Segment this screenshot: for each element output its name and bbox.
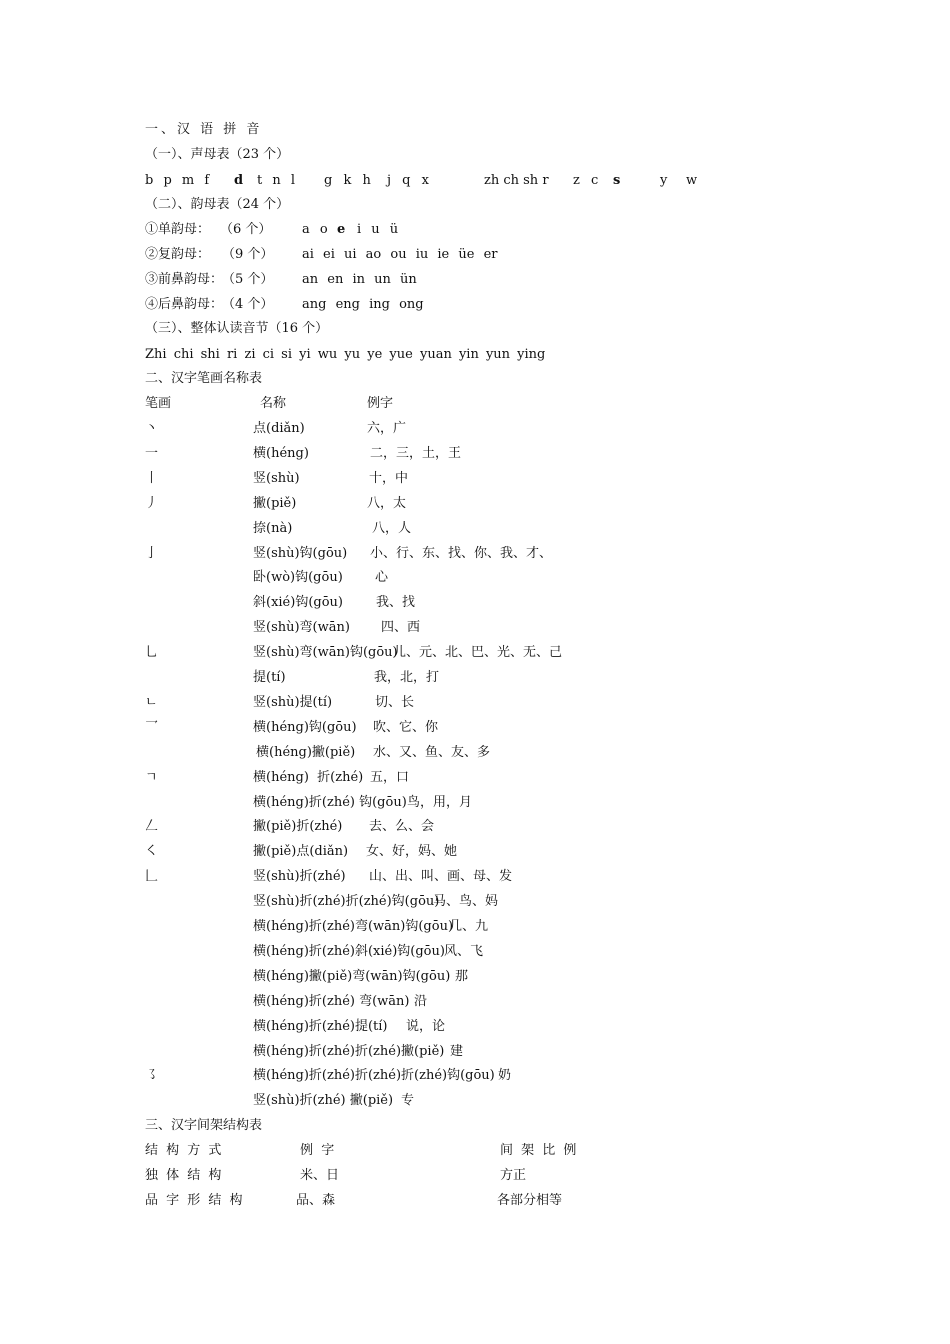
stroke-example: 说，论 — [406, 1019, 446, 1034]
section-title-bihua: 二、汉字笔画名称表 — [145, 371, 263, 386]
stroke-name: 横(héng)折(zhé)折(zhé)折(zhé)钩(gōu) — [253, 1068, 495, 1083]
stroke-glyph: ㄴ — [145, 695, 158, 710]
jiegou-ratio: 方正 — [500, 1168, 527, 1183]
yunmu-items: ang eng ing ong — [302, 297, 424, 312]
stroke-example: 切、长 — [375, 695, 415, 710]
stroke-name: 撇(piě)折(zhé) — [253, 819, 343, 834]
stroke-example: 我，北，打 — [374, 670, 440, 685]
yunmu-label: ④后鼻韵母： — [145, 297, 224, 312]
stroke-name: 横(héng) — [253, 446, 309, 461]
stroke-name: 横(héng)折(zhé)提(tí) — [253, 1019, 388, 1034]
yunmu-items-bold: e — [337, 222, 346, 237]
yunmu-items: i u ü — [357, 222, 399, 237]
stroke-example: 八，太 — [367, 496, 407, 511]
stroke-name: 横(héng)折(zhé)斜(xié)钩(gōu) — [253, 944, 445, 959]
stroke-example: 十，中 — [369, 471, 409, 486]
stroke-glyph: 丶 — [145, 421, 159, 436]
yunmu-label: ①单韵母： — [145, 222, 211, 237]
jiegou-ratio: 各部分相等 — [497, 1193, 563, 1208]
stroke-glyph: 乛 — [145, 720, 159, 735]
yunmu-count: （9 个） — [222, 247, 274, 262]
stroke-name: 横(héng)折(zhé)弯(wān)钩(gōu) — [253, 919, 454, 934]
stroke-name: 捺(nà) — [253, 521, 293, 536]
stroke-name: 竖(shù)弯(wān) — [253, 620, 350, 635]
stroke-name: 斜(xié)钩(gōu) — [253, 595, 343, 610]
stroke-name: 卧(wò)钩(gōu) — [253, 570, 343, 585]
stroke-name: 横(héng)钩(gōu) — [253, 720, 357, 735]
stroke-example: 山、出、叫、画、母、发 — [369, 869, 513, 884]
shengmu-group: t n l — [257, 173, 296, 188]
yunmu-label: ③前鼻韵母： — [145, 272, 224, 287]
stroke-example: 几、九 — [449, 919, 489, 934]
stroke-example: 那 — [455, 969, 469, 984]
section-title-jiegou: 三、汉字间架结构表 — [145, 1118, 263, 1133]
stroke-example: 沿 — [414, 994, 428, 1009]
stroke-glyph: ㇌ — [145, 1068, 159, 1083]
stroke-glyph: 𠃊 — [145, 869, 159, 884]
yunmu-count: （6 个） — [220, 222, 272, 237]
shengmu-group: z c — [573, 173, 599, 188]
stroke-name: 提(tí) — [253, 670, 286, 685]
jiegou-example: 品、森 — [296, 1193, 336, 1208]
stroke-example: 鸟，用，月 — [407, 795, 473, 810]
yunmu-items: a o — [302, 222, 328, 237]
stroke-example: 儿、元、北、巴、光、无、己 — [393, 645, 563, 660]
stroke-glyph: 丨 — [145, 471, 159, 486]
stroke-example: 女、好，妈、她 — [366, 844, 458, 859]
stroke-name: 竖(shù)折(zhé) 撇(piě) — [253, 1093, 394, 1108]
stroke-example: 五，口 — [370, 770, 410, 785]
stroke-example: 建 — [450, 1044, 464, 1059]
shengmu-group: g k h — [324, 173, 371, 188]
section-title-pinyin: 一、汉 语 拼 音 — [145, 122, 263, 137]
stroke-example: 四、西 — [381, 620, 421, 635]
stroke-name: 横(héng) 折(zhé) — [253, 770, 364, 785]
yunmu-label: ②复韵母： — [145, 247, 211, 262]
stroke-name: 横(héng)撇(piě)弯(wān)钩(gōu) — [253, 969, 451, 984]
shengmu-group: zh ch sh r — [484, 173, 549, 188]
stroke-glyph: 一 — [145, 446, 159, 461]
stroke-example: 水、又、鱼、友、多 — [373, 745, 491, 760]
stroke-name: 竖(shù)弯(wān)钩(gōu) — [253, 645, 398, 660]
shengmu-group-bold: d — [234, 173, 244, 188]
stroke-example: 吹、它、你 — [373, 720, 439, 735]
bihua-header-name: 名称 — [260, 396, 287, 411]
bihua-header-example: 例字 — [367, 396, 394, 411]
stroke-example: 二，三，土，王 — [370, 446, 462, 461]
stroke-name: 竖(shù)折(zhé)折(zhé)钩(gōu) — [253, 894, 440, 909]
stroke-name: 撇(piě)点(diǎn) — [253, 844, 349, 859]
stroke-name: 横(héng)折(zhé) 钩(gōu) — [253, 795, 407, 810]
jiegou-example: 米、日 — [300, 1168, 340, 1183]
shengmu-group: y — [660, 173, 668, 188]
stroke-glyph: ㇛ — [145, 844, 159, 859]
stroke-name: 竖(shù)折(zhé) — [253, 869, 346, 884]
zhengti-title: （三）、整体认读音节（16 个） — [145, 321, 329, 336]
stroke-name: 横(héng)折(zhé)折(zhé)撇(piě) — [253, 1044, 445, 1059]
stroke-glyph: 丿 — [145, 496, 159, 511]
shengmu-group: b p m f — [145, 173, 210, 188]
stroke-example: 六，广 — [367, 421, 407, 436]
jiegou-mode: 独 体 结 构 — [145, 1168, 224, 1183]
jiegou-header-ratio: 间 架 比 例 — [500, 1143, 579, 1158]
stroke-glyph: 乚 — [145, 645, 159, 660]
shengmu-group-bold: s — [613, 173, 621, 188]
stroke-example: 小、行、东、找、你、我、才、 — [370, 546, 553, 561]
stroke-name: 竖(shù) — [253, 471, 300, 486]
stroke-name: 竖(shù)提(tí) — [253, 695, 333, 710]
shengmu-title: （一）、声母表（23 个） — [145, 147, 290, 162]
shengmu-group: j q x — [387, 173, 429, 188]
jiegou-header-mode: 结 构 方 式 — [145, 1143, 224, 1158]
stroke-example: 去、么、会 — [369, 819, 435, 834]
stroke-example: 专 — [401, 1093, 415, 1108]
stroke-glyph: 𠃋 — [145, 819, 159, 834]
stroke-name: 横(héng)撇(piě) — [256, 745, 356, 760]
stroke-name: 竖(shù)钩(gōu) — [253, 546, 348, 561]
bihua-header-stroke: 笔画 — [145, 396, 172, 411]
jiegou-header-example: 例 字 — [300, 1143, 335, 1158]
stroke-name: 点(diǎn) — [253, 421, 305, 436]
yunmu-items: an en in un ün — [302, 272, 417, 287]
yunmu-count: （5 个） — [222, 272, 274, 287]
stroke-example: 马、鸟、妈 — [433, 894, 499, 909]
stroke-name: 撇(piě) — [253, 496, 297, 511]
stroke-glyph: 亅 — [145, 546, 159, 561]
stroke-name: 横(héng)折(zhé) 弯(wān) — [253, 994, 410, 1009]
yunmu-items: ai ei ui ao ou iu ie üe er — [302, 247, 498, 262]
stroke-example: 我、找 — [376, 595, 416, 610]
stroke-example: 奶 — [498, 1068, 512, 1083]
stroke-example: 八，人 — [372, 521, 412, 536]
jiegou-mode: 品 字 形 结 构 — [145, 1193, 245, 1208]
stroke-example: 风、飞 — [444, 944, 484, 959]
zhengti-syllables: Zhi chi shi ri zi ci si yi wu yu ye yue yuan yin yun ying — [145, 347, 546, 362]
stroke-glyph: ㄱ — [145, 770, 158, 785]
yunmu-count: （4 个） — [222, 297, 274, 312]
shengmu-group: w — [686, 173, 698, 188]
stroke-example: 心 — [375, 570, 389, 585]
yunmu-title: （二）、韵母表（24 个） — [145, 197, 290, 212]
